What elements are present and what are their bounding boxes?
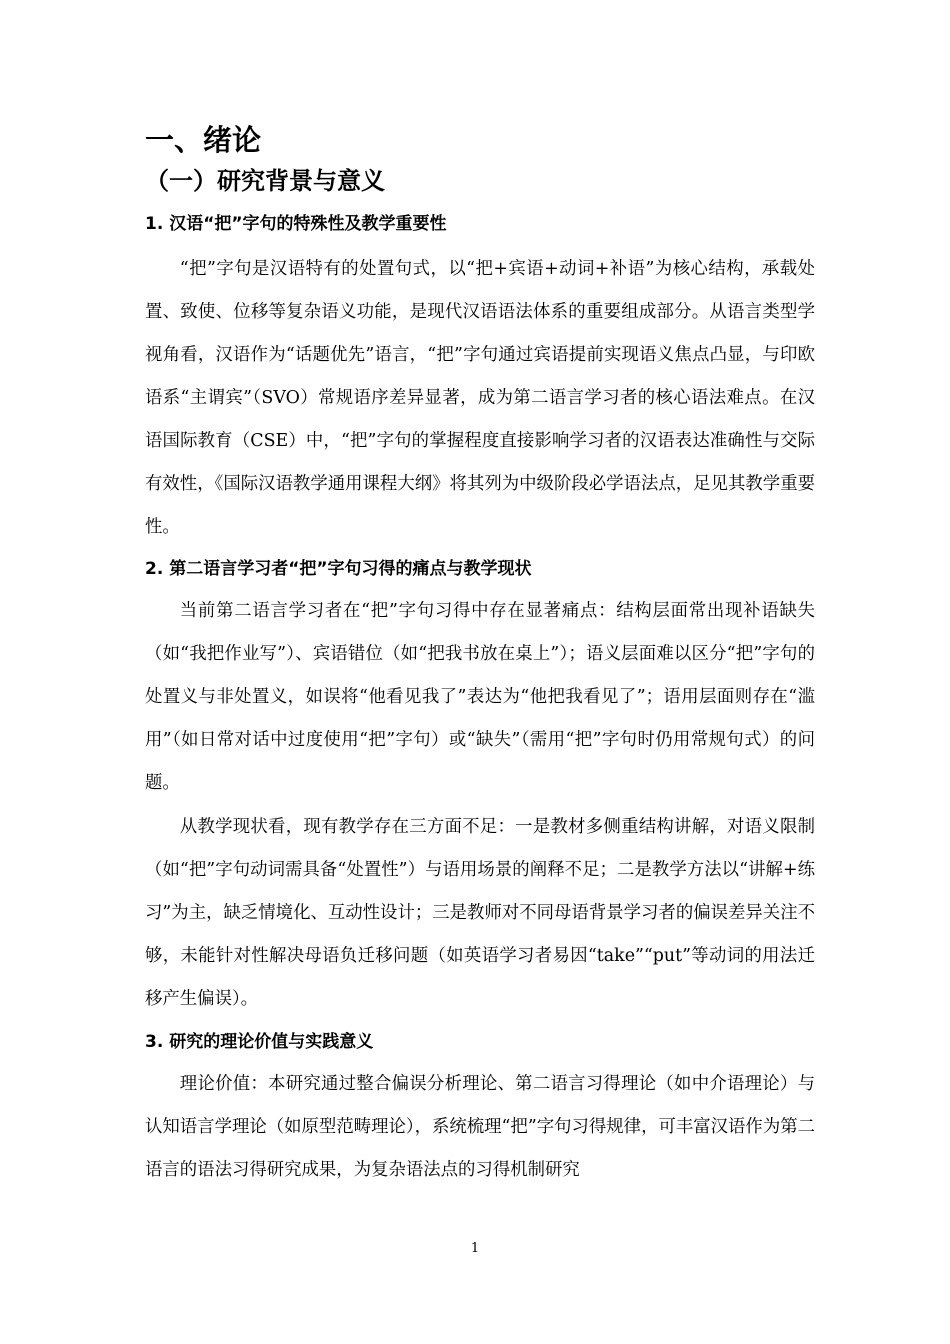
paragraph-2: 当前第二语言学习者在“把”字句习得中存在显著痛点：结构层面常出现补语缺失（如“我把作业写”）、宾语错位（如“把我书放在桌上”）；语义层面难以区分“把”字句的处置义与非处置义，如误将“他看见我了”表达为“他把我看见了”；语用层面则存在“滥用”（如日常对话中过度使用“把”字句）或“缺失”（需用“把”字句时仍用常规句式）的问题。 [145, 601, 815, 793]
subsection-heading-3: 3. 研究的理论价值与实践意义 [145, 1032, 374, 1052]
section-heading: （一）研究背景与意义 [145, 167, 385, 195]
paragraph-3: 从教学现状看，现有教学存在三方面不足：一是教材多侧重结构讲解，对语义限制（如“把”字句动词需具备“处置性”）与语用场景的阐释不足；二是教学方法以“讲解+练习”为主，缺乏情境化、互动性设计；三是教师对不同母语背景学习者的偏误差异关注不够，未能针对性解决母语负迁移问题（如英语学习者易因“take”“put”等动词的用法迁移产生偏误）。 [145, 817, 815, 1009]
page-number: 1 [470, 1241, 480, 1256]
chapter-heading: 一、绪论 [145, 123, 262, 157]
paragraph-4: 理论价值：本研究通过整合偏误分析理论、第二语言习得理论（如中介语理论）与认知语言学理论（如原型范畴理论），系统梳理“把”字句习得规律，可丰富汉语作为第二语言的语法习得研究成果，为复杂语法点的习得机制研究 [145, 1074, 815, 1180]
subsection-heading-1: 1. 汉语“把”字句的特殊性及教学重要性 [145, 214, 447, 234]
paragraph-1: “把”字句是汉语特有的处置句式，以“把+宾语+动词+补语”为核心结构，承载处置、致使、位移等复杂语义功能，是现代汉语语法体系的重要组成部分。从语言类型学视角看，汉语作为“话题优先”语言，“把”字句通过宾语提前实现语义焦点凸显，与印欧语系“主谓宾”（SVO）常规语序差异显著，成为第二语言学习者的核心语法难点。在汉语国际教育（CSE）中，“把”字句的掌握程度直接影响学习者的汉语表达准确性与交际有效性，《国际汉语教学通用课程大纲》将其列为中级阶段必学语法点，足见其教学重要性。 [145, 259, 815, 537]
subsection-heading-2: 2. 第二语言学习者“把”字句习得的痛点与教学现状 [145, 559, 532, 579]
